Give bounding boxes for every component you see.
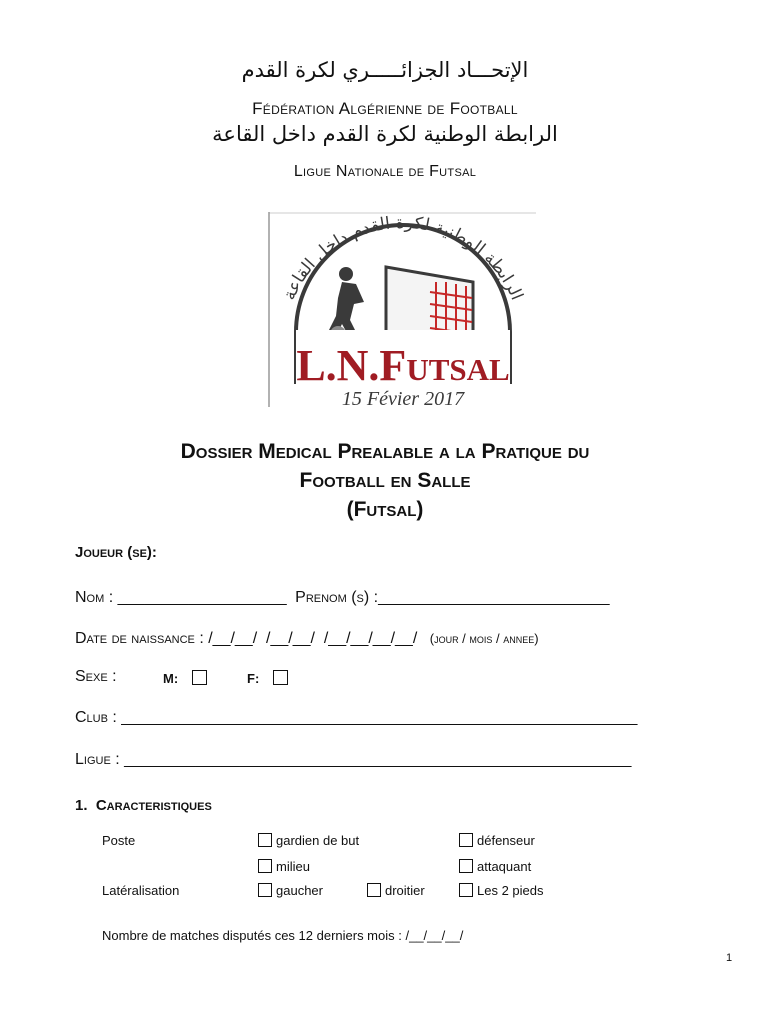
logo-arabic-arc: الرابطة الوطنية لكرة القدم داخل القاعة [279,212,527,304]
matches-label: Nombre de matches disputés ces 12 derniers mois : [102,928,402,943]
prenom-label: Prenom (s) : [295,589,379,606]
les-2-pieds-label: Les 2 pieds [477,883,544,898]
defenseur-label: défenseur [477,833,535,848]
attaquant-checkbox[interactable] [459,859,473,873]
ligue-label: Ligue : [75,751,120,768]
gardien-label: gardien de but [276,833,360,848]
document-title-line2: Football en Salle [299,469,471,492]
league-logo [268,212,538,410]
poste-option-milieu[interactable] [258,859,310,874]
lateral-option-gaucher[interactable] [258,883,323,898]
poste-option-defenseur[interactable] [459,833,535,848]
milieu-checkbox[interactable] [258,859,272,873]
gaucher-checkbox[interactable] [258,883,272,897]
poste-option-attaquant[interactable] [459,859,531,874]
poste-label: Poste [102,833,136,848]
les-2-pieds-checkbox[interactable] [459,883,473,897]
sexe-f-checkbox[interactable] [273,670,288,685]
document-title-line1: Dossier Medical Prealable a la Pratique du [180,440,590,463]
nom-label: Nom : [75,589,114,606]
lateral-option-droitier[interactable] [367,883,425,898]
nom-row [75,589,609,607]
dob-label: Date de naissance : [75,630,204,647]
document-title-line3: (Futsal) [346,498,424,521]
sexe-m-option[interactable] [163,670,211,686]
attaquant-label: attaquant [477,859,532,874]
club-row [75,709,637,727]
nom-field[interactable]: ___________________ [117,589,287,606]
prenom-field[interactable]: __________________________ [378,589,610,606]
droitier-checkbox[interactable] [367,883,381,897]
sexe-m-checkbox[interactable] [192,670,207,685]
section-1-heading: 1. Caracteristiques [75,797,212,814]
league-title: Ligue Nationale de Futsal [293,163,477,180]
sexe-m-label: M: [163,671,179,686]
player-section-heading: Joueur (se): [75,544,157,561]
droitier-label: droitier [385,883,425,898]
dob-format: (jour / mois / annee) [429,631,539,646]
logo-name: L.N.Futsal [296,341,510,390]
sexe-f-label: F: [247,671,260,686]
arabic-federation-title: الإتحـــاد الجزائـــــري لكرة القدم [241,58,529,82]
sexe-row [75,668,117,686]
matches-row [102,928,463,943]
federation-title: Fédération Algérienne de Football [252,99,518,118]
dob-row [75,630,539,648]
lateralisation-label: Latéralisation [102,883,180,898]
defenseur-checkbox[interactable] [459,833,473,847]
sexe-f-option[interactable] [247,670,292,686]
lateral-option-2-pieds[interactable] [459,883,544,898]
milieu-label: milieu [276,859,310,874]
arabic-league-title: الرابطة الوطنية لكرة القدم داخل القاعة [212,122,558,146]
gardien-checkbox[interactable] [258,833,272,847]
club-label: Club : [75,709,117,726]
matches-field[interactable]: /__/__/__/ [405,928,464,943]
ligue-row [75,751,631,769]
logo-date: 15 Févier 2017 [341,388,465,410]
sexe-label: Sexe : [75,668,117,685]
page-number: 1 [726,952,733,964]
club-field[interactable]: __________________________________________________________ [121,709,638,726]
poste-option-gardien[interactable] [258,833,359,848]
dob-field[interactable]: /__/__/ /__/__/ /__/__/__/__/ [208,630,418,647]
gaucher-label: gaucher [276,883,323,898]
ligue-field[interactable]: _________________________________________________________ [124,751,632,768]
